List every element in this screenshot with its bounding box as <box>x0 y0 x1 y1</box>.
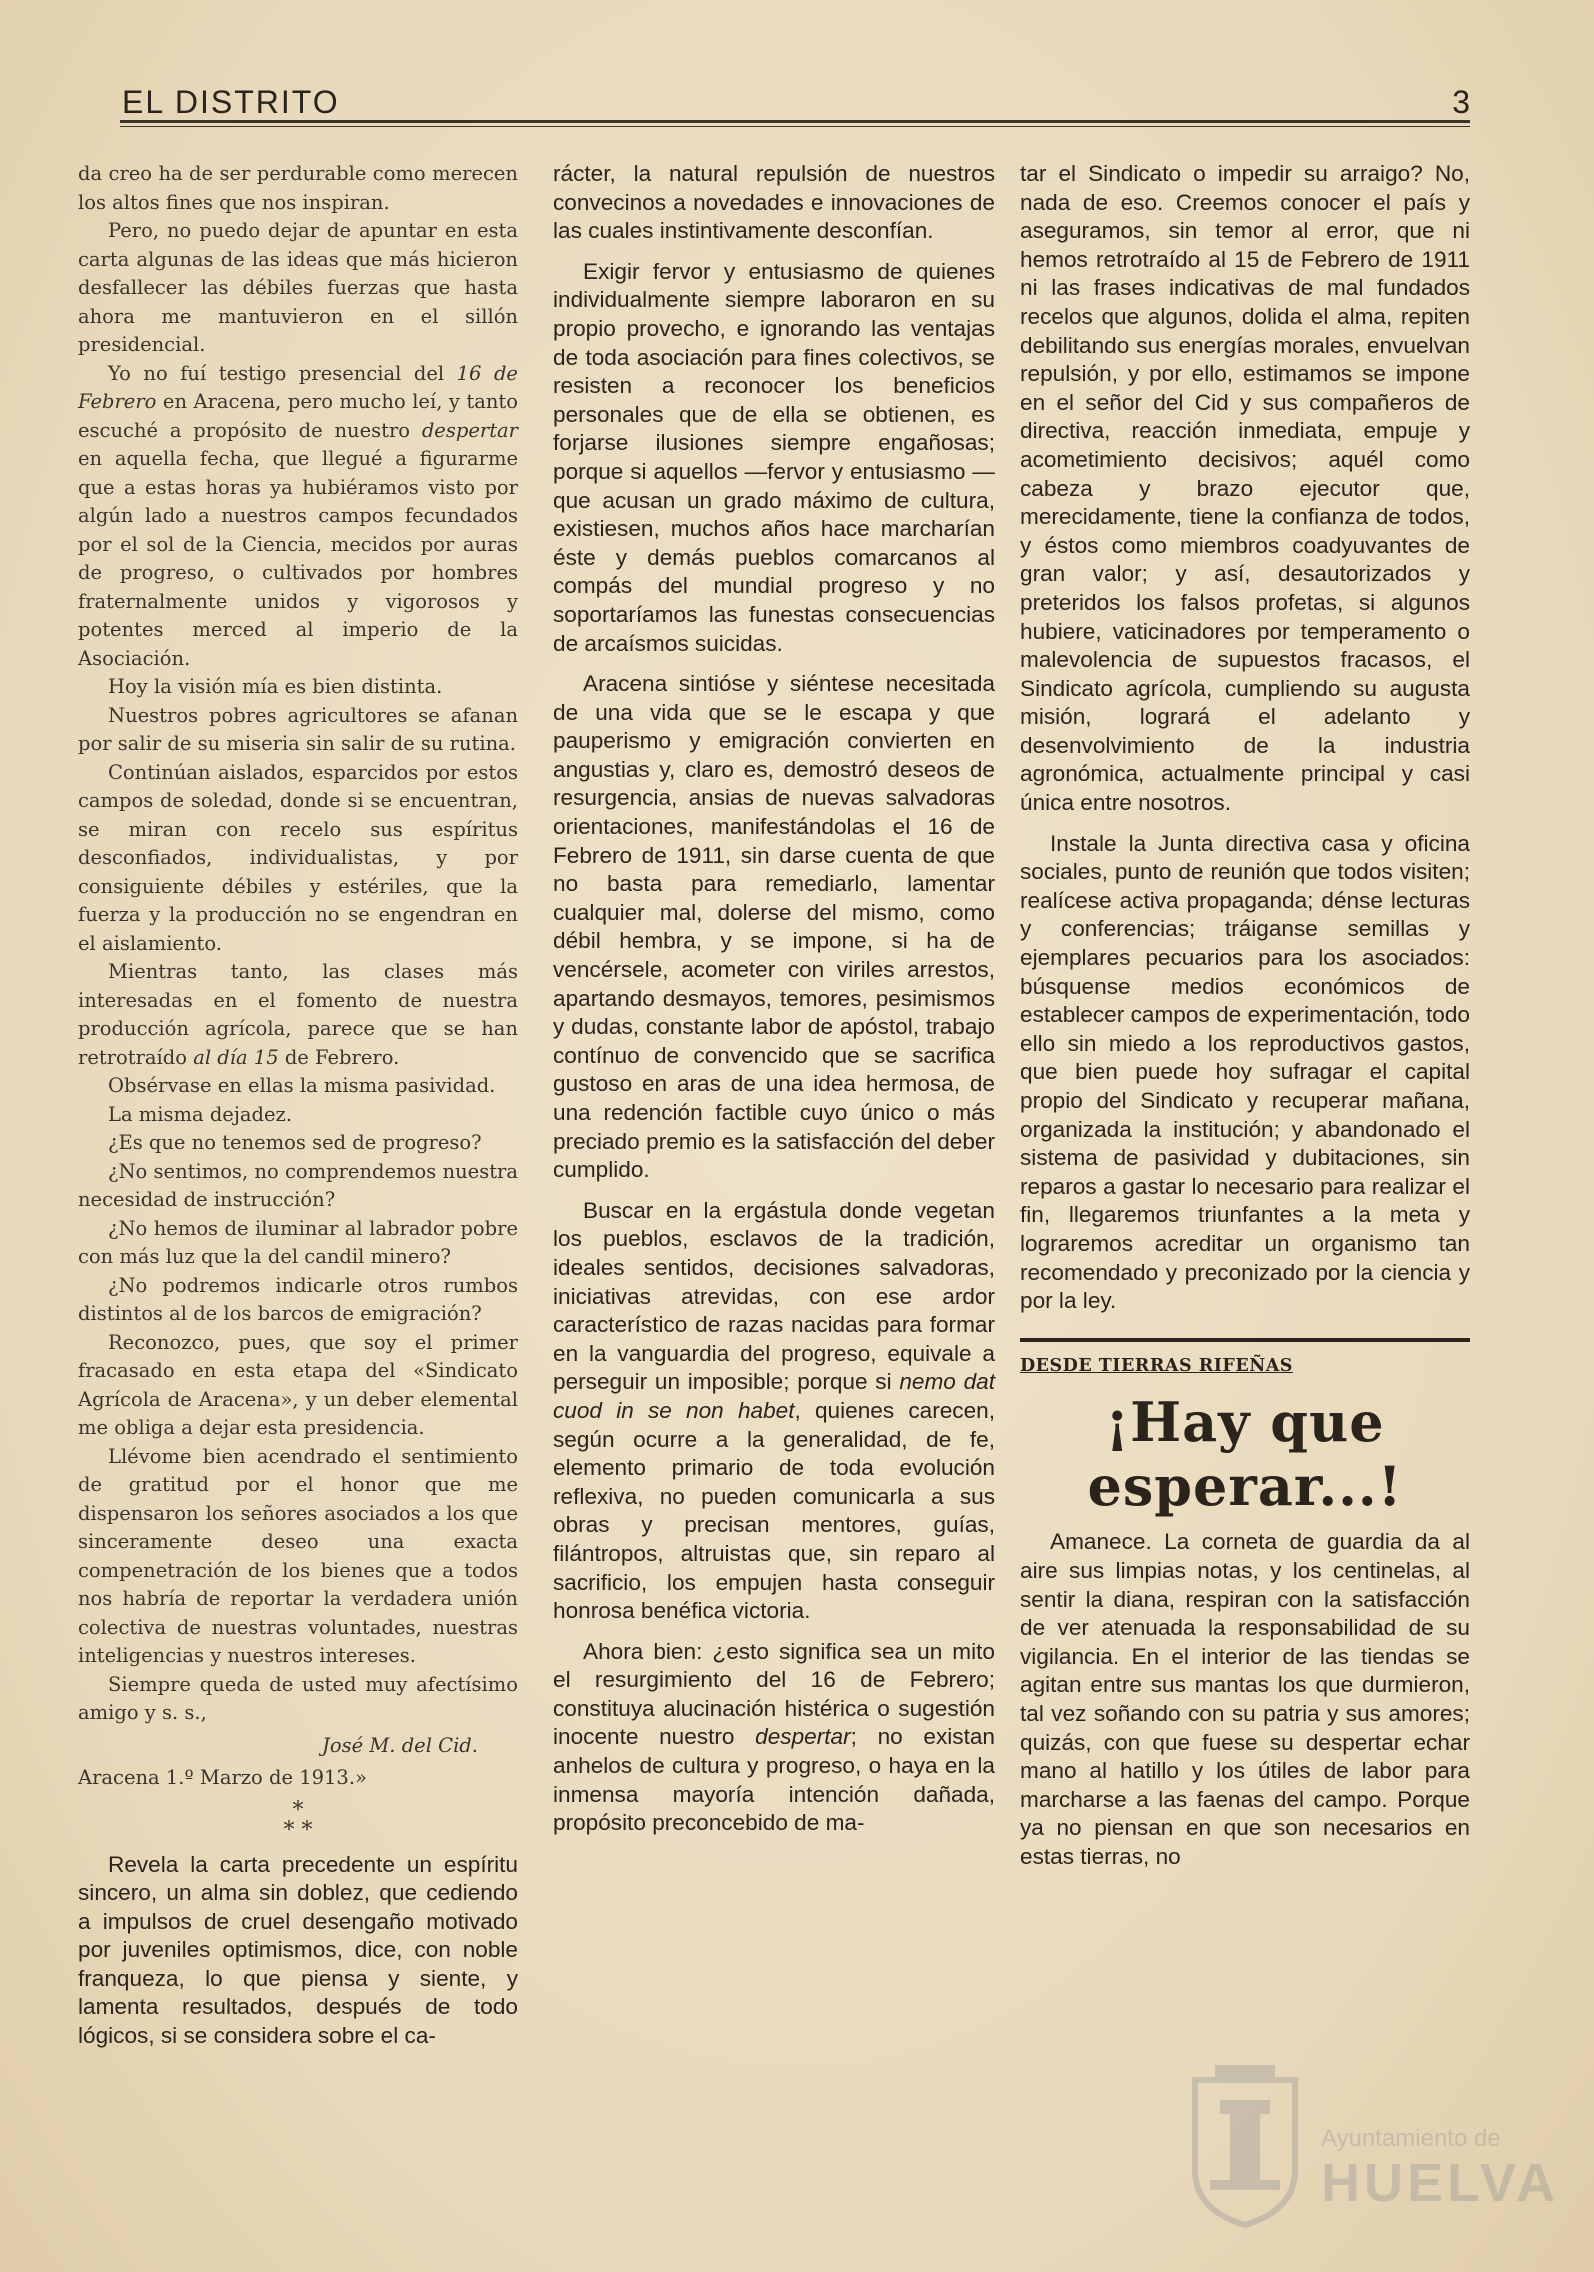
italic-run: nemo dat cuod in se non habet <box>553 1369 995 1423</box>
header-rule <box>120 120 1470 127</box>
watermark <box>1185 2060 1559 2240</box>
paragraph: Instale la Junta directiva casa y oficina sociales, punto de reunión que todos visiten; realícese activa propaganda; dénse lecturas y conferencias; tráiganse semillas y ejemplares pecuarios para los asociados: búsquense medios económicos de establecer campos de experimentación, todo ello sin miedo a los reproductivos gastos, que bien puede hoy sufragar el capital propio del Sindicato y recuperar mañana, organizada la institución; y abandonado el sistema de pasividad y dubitaciones, sin reparos a gastar lo necesario para realizar el fin, llegaremos triunfantes a la meta y lograremos acreditar un organismo tan recomendado y preconizado por la ciencia y por la ley. <box>1020 830 1470 1314</box>
coat-of-arms-icon <box>1185 2060 1305 2230</box>
paragraph: Amanece. La corneta de guardia da al aire sus limpias notas, y los centinelas, al sentir la diana, respiran con la satisfacción de ver atenuada la responsabilidad de su vigilancia. En el interior de las tiendas se agitan entre sus mantas los que durmieron, tal vez soñando con su patria y sus amores; quizás, con que fuese su despertar echar mano al hatillo y los útiles de labor para marcharse a las faenas del campo. Porque ya no piensan en que son necesarios en estas tierras, no <box>1020 1529 1470 1869</box>
paragraph <box>553 1638 995 1838</box>
paragraph <box>78 360 518 674</box>
paragraph: Siempre queda de usted muy afectísimo amigo y s. s., <box>78 1672 518 1724</box>
paragraph: ¿No sentimos, no comprendemos nuestra necesidad de instrucción? <box>78 1159 518 1211</box>
italic-run: 16 de Febrero <box>78 361 518 413</box>
paragraph: Nuestros pobres agricultores se afanan por salir de su miseria sin salir de su rutina. <box>78 703 518 755</box>
text-run: de Febrero. <box>278 1045 400 1069</box>
paragraph: Reconozco, pues, que soy el primer fracasado en esta etapa del «Sindicato Agrícola de Aracena», y un deber elemental me obliga a dejar esta presidencia. <box>78 1330 518 1439</box>
column-2 <box>553 160 995 1838</box>
paragraph: Pero, no puedo dejar de apuntar en esta carta algunas de las ideas que más hicieron desfallecer las débiles fuerzas que hasta ahora me mantuvieron en el sillón presidencial. <box>78 219 518 356</box>
italic-run: despertar <box>421 418 518 442</box>
asterisk-divider: * * * <box>283 1797 313 1843</box>
paragraph: ¿No podremos indicarle otros rumbos distintos al de los barcos de emigración? <box>78 1273 518 1325</box>
text-run: Yo no fuí testigo presencial del <box>108 361 457 385</box>
paragraph: Continúan aislados, esparcidos por estos campos de soledad, donde si se encuentran, se miran con recelo sus espíritus desconfiados, individualistas, y por consiguiente débiles y estériles, que la fuerza y la producción no se engendran en el aislamiento. <box>78 760 518 955</box>
column-1 <box>78 160 518 2051</box>
paragraph: La misma dejadez. <box>108 1102 293 1126</box>
text-run: ; no existan anhelos de cultura y progreso, o haya en la inmensa mayoría intención dañada, propósito preconcebido de ma- <box>553 1724 995 1836</box>
section-label: DESDE TIERRAS RIFEÑAS <box>1020 1355 1293 1376</box>
paragraph: ¿Es que no tenemos sed de progreso? <box>108 1131 482 1154</box>
signature: José M. del Cid. <box>322 1733 478 1757</box>
paragraph: Llévome bien acendrado el sentimiento de gratitud por el honor que me dispensaron los señores asociados a los que sinceramente deseo una exacta compenetración de los bienes que a todos nos habría de reportar la verdadera unión colectiva de nuestras voluntades, nuestras inteligencias y nuestros intereses. <box>78 1444 518 1667</box>
text-run: Ahora bien: ¿esto significa sea un mito el resurgimiento del 16 de Febrero; constituya alucinación histérica o sugestión inocente nuestro <box>553 1638 995 1750</box>
paragraph: Hoy la visión mía es bien distinta. <box>108 675 443 698</box>
paragraph: ¿No hemos de iluminar al labrador pobre con más luz que la del candil minero? <box>78 1216 518 1268</box>
page-header <box>120 84 1470 124</box>
column-3 <box>1020 160 1470 1871</box>
text-run: , quienes carecen, según ocurre a la generalidad, de fe, elemento primario de toda evolución reflexiva, no pueden comunicarla a sus obras y precisan mentores, guías, filántropos, altruistas que, sin reparo al sacrificio, los empujen hasta conseguir honrosa benéfica victoria. <box>553 1397 995 1624</box>
paragraph: Exigir fervor y entusiasmo de quienes individualmente siempre laboraron en su propio provecho, e ignorando las ventajas de toda asociación para fines colectivos, se resisten a reconocer los beneficios personales que de ella se obtienen, es forjarse ilusiones siempre engañosas; porque si aquellos —fervor y entusiasmo — que acusan un grado máximo de cultura, existiesen, muchos años hace marcharían éste y demás pueblos comarcanos al compás del mundial progreso y no soportaríamos las funestas consecuencias de arcaísmos suicidas. <box>553 258 995 656</box>
paragraph: Revela la carta precedente un espíritu sincero, un alma sin doblez, que cediendo a impulsos de cruel desengaño motivado por juveniles optimismos, dice, con noble franqueza, lo que piensa y siente, y lamenta resultados, después de todo lógicos, si se considera sobre el ca- <box>78 1851 518 2049</box>
section-rule <box>1020 1338 1470 1342</box>
italic-run: despertar <box>755 1724 851 1750</box>
paragraph: rácter, la natural repulsión de nuestros convecinos a novedades e innovaciones de las cuales instintivamente desconfían. <box>553 161 995 244</box>
article-headline: ¡Hay que esperar...! <box>1087 1390 1403 1519</box>
paragraph <box>78 958 518 1072</box>
paragraph <box>553 1197 995 1626</box>
paragraph: Aracena sintióse y siéntese necesitada de una vida que se le escapa y que pauperismo y emigración convierten en angustias y, claro es, demostró deseos de resurgencia, ansias de nuevas salvadoras orientaciones, manifestándolas el 16 de Febrero de 1911, sin darse cuenta de que no basta para remediarlo, lamentar cualquier mal, dolerse del mismo, como débil hembra, y se impone, si ha de vencérsele, acometer con viriles arrestos, apartando desmayos, temores, pesimismos y dudas, constante labor de apóstol, trabajo contínuo de convencido que se sacrifica gustoso en aras de una idea hermosa, de una redención factible cuyo único o más preciado premio es la satisfacción del deber cumplido. <box>553 671 995 1183</box>
text-run: Buscar en la ergástula donde vegetan los pueblos, esclavos de la tradición, ideales sentidos, decisiones salvadoras, iniciativas atrevidas, con ese ardor característico de razas nacidas para formar en la vanguardia del progreso, equivale a perseguir un imposible; porque si <box>553 1197 995 1395</box>
text-run: Mientras tanto, las clases más interesadas en el fomento de nuestra producción agrícola, parece que se han retrotraído <box>78 960 518 1069</box>
newspaper-name: EL DISTRITO <box>122 84 340 120</box>
italic-run: al día 15 <box>193 1045 279 1069</box>
paragraph: da creo ha de ser perdurable como merecen los altos fines que nos inspiran. <box>78 162 518 214</box>
paragraph: Obsérvase en ellas la misma pasividad. <box>108 1074 496 1097</box>
text-run: en Aracena, pero mucho leí, y tanto escuché a propósito de nuestro <box>78 390 518 442</box>
watermark-line-1: Ayuntamiento de <box>1321 2125 1501 2152</box>
text-run: en aquella fecha, que llegué a figurarme que a estas horas ya hubiéramos visto por algún lado a nuestros campos fecundados por el sol de la Ciencia, mecidos por auras de progreso, o cultivados por hombres fraternalmente unidos y vigorosos y potentes merced al imperio de la Asociación. <box>78 447 518 670</box>
watermark-line-2: HUELVA <box>1321 2153 1559 2213</box>
dateline: Aracena 1.º Marzo de 1913.» <box>78 1766 367 1789</box>
paragraph: tar el Sindicato o impedir su arraigo? No, nada de eso. Creemos conocer el país y aseguramos, sin temor al error, que ni hemos retrotraído al 15 de Febrero de 1911 ni las frases indicativas de mal fundados recelos que algunos, dolida el alma, repiten debilitando sus energías morales, envuelvan repulsión, y por ello, estimamos se impone en el señor del Cid y sus compañeros de directiva, reacción inmediata, empuje y acometimiento decisivos; aquél como cabeza y brazo ejecutor que, merecidamente, tiene la confianza de todos, y éstos como miembros coadyuvantes de gran valor; y así, desautorizados y preteridos los falsos profetas, si algunos hubiere, vaticinadores por temperamento o malevolencia de supuestos fracasos, el Sindicato agrícola, cumpliendo su augusta misión, logrará el adelanto y desenvolvimiento de la industria agronómica, actualmente principal y casi única entre nosotros. <box>1020 161 1470 816</box>
page-number: 3 <box>1452 84 1470 120</box>
